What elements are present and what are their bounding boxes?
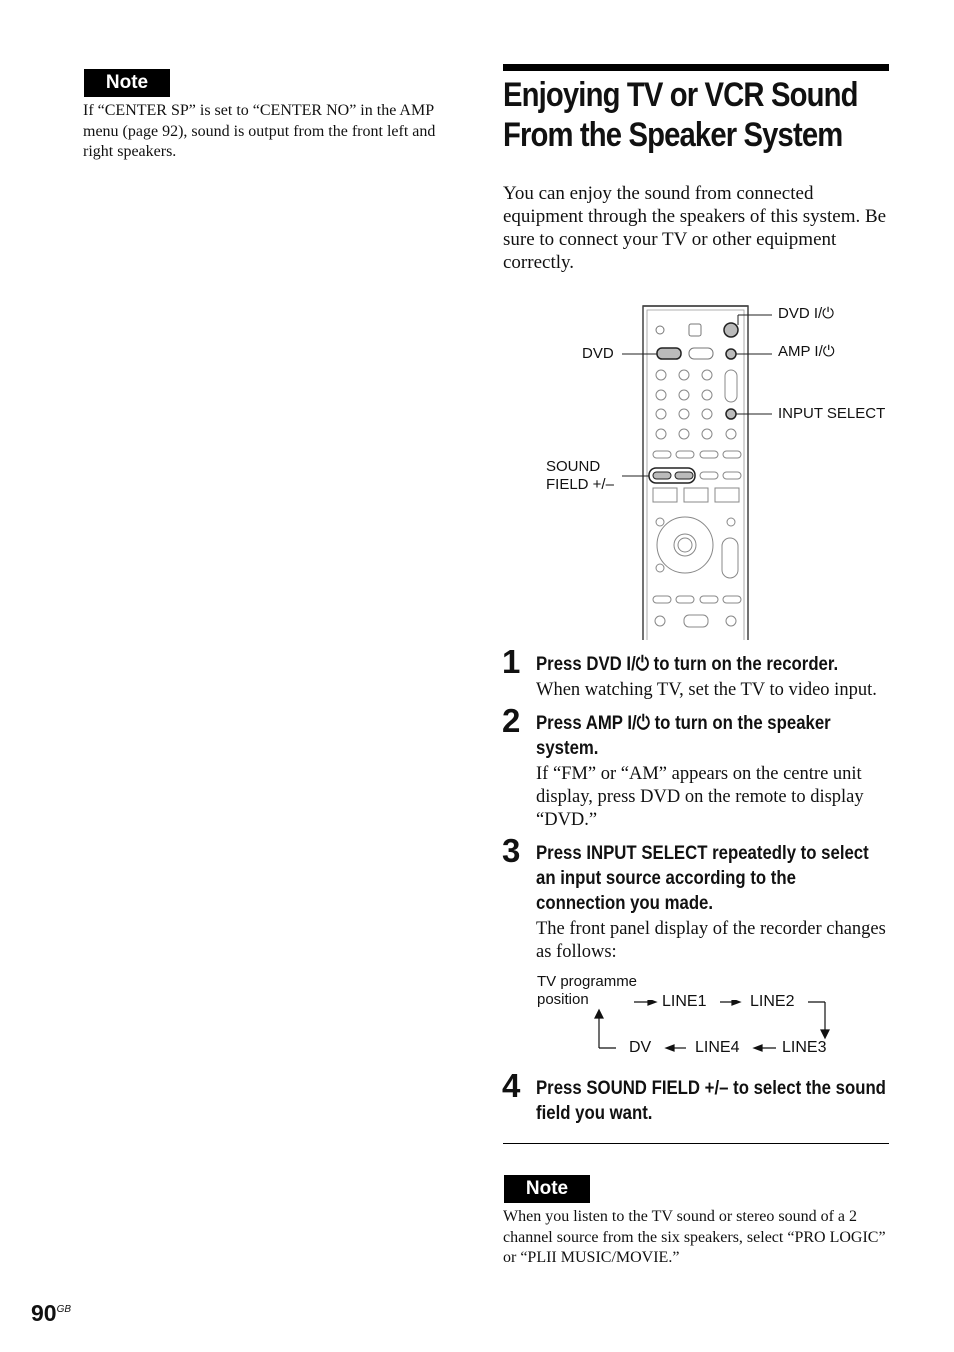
step-number: 3 — [502, 832, 521, 869]
title-rule — [503, 64, 889, 71]
section-title-line2: From the Speaker System — [503, 116, 843, 154]
label-dvd-power: DVD I/⏻ — [778, 305, 835, 322]
note-text: If “CENTER SP” is set to “CENTER NO” in the AMP menu (page 92), sound is output from the front left and right speakers. — [83, 102, 436, 160]
label-input-select: INPUT SELECT — [778, 405, 886, 422]
remote-illustration — [600, 300, 800, 642]
step-number: 1 — [502, 643, 521, 680]
divider — [503, 1143, 889, 1144]
step-number: 4 — [502, 1067, 521, 1104]
flow-line2: LINE2 — [750, 993, 795, 1010]
note-badge: Note — [504, 1175, 590, 1203]
step-heading: Press INPUT SELECT repeatedly to select an input source according to the connection you made. — [536, 842, 869, 914]
step-body: When watching TV, set the TV to video input. — [536, 680, 877, 700]
step-body: If “FM” or “AM” appears on the centre unit display, press DVD on the remote to display “DVD.” — [536, 764, 864, 830]
flow-arrows — [590, 1000, 840, 1060]
flow-start-2: position — [537, 991, 589, 1008]
step-number: 2 — [502, 702, 521, 739]
page-number-value: 90 — [31, 1300, 57, 1326]
flow-line1: LINE1 — [662, 993, 707, 1010]
page-number — [31, 1300, 71, 1327]
flow-start-1: TV programme — [537, 973, 638, 990]
label-sound-field-1: SOUND — [546, 458, 601, 475]
step-heading: Press DVD I/⏻ to turn on the recorder. — [536, 653, 839, 675]
note-text: When you listen to the TV sound or stereo sound of a 2 channel source from the six speakers, select “PRO LOGIC” or “PLII MUSIC/MOVIE.” — [503, 1208, 886, 1266]
flow-line4: LINE4 — [695, 1039, 740, 1056]
page-number-suffix: GB — [56, 1304, 72, 1315]
step-heading: Press AMP I/⏻ to turn on the speaker system. — [536, 712, 831, 759]
note-badge: Note — [84, 69, 170, 97]
step-body: The front panel display of the recorder changes as follows: — [536, 919, 886, 962]
step-heading: Press SOUND FIELD +/– to select the sound field you want. — [536, 1077, 886, 1124]
intro-text: You can enjoy the sound from connected equipment through the speakers of this system. Be sure to connect your TV or other equipment correctly. — [503, 183, 887, 273]
section-title-line1: Enjoying TV or VCR Sound — [503, 76, 858, 114]
label-dvd: DVD — [582, 345, 614, 362]
label-amp-power: AMP I/⏻ — [778, 343, 835, 360]
flow-line3: LINE3 — [782, 1039, 827, 1056]
flow-dv: DV — [629, 1039, 652, 1056]
label-sound-field-2: FIELD +/– — [546, 476, 614, 493]
